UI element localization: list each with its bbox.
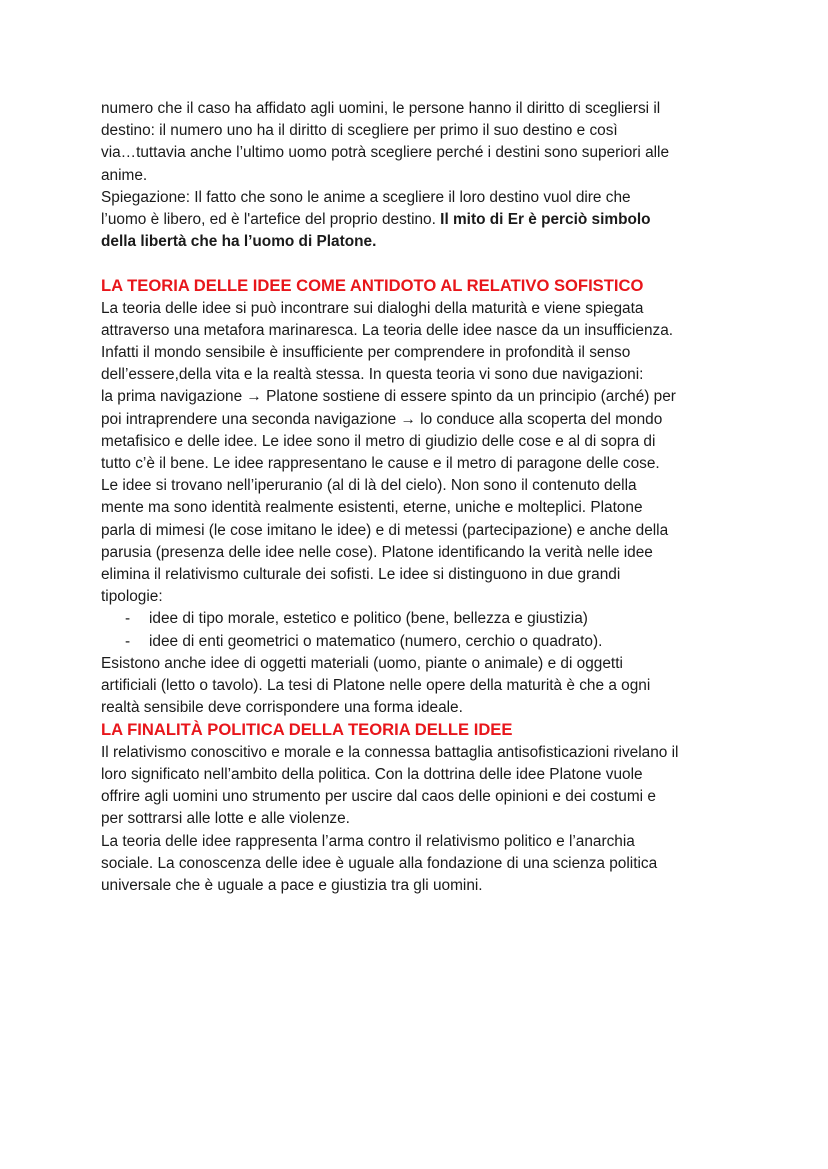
- text-line: per sottrarsi alle lotte e alle violenze.: [101, 810, 350, 828]
- text-line: sociale. La conoscenza delle idee è uguale alla fondazione di una scienza politica: [101, 854, 658, 872]
- text-line: elimina il relativismo culturale dei sofisti. Le idee si distinguono in due grandi: [101, 566, 621, 584]
- section-theory-of-ideas: [101, 275, 737, 719]
- text-bold: Il mito di Er è perciò simbolo: [440, 211, 651, 229]
- text-line: metafisico e delle idee. Le idee sono il metro di giudizio delle cose e al di sopra di: [101, 432, 656, 450]
- text-line: Esistono anche idee di oggetti materiali (uomo, piante o animale) e di oggetti: [101, 654, 623, 672]
- text-line: numero che il caso ha affidato agli uomini, le persone hanno il diritto di scegliersi il: [101, 100, 661, 117]
- document-page: [101, 98, 737, 897]
- text-line: la prima navigazione → Platone sostiene di essere spinto da un principio (arché) per: [101, 388, 676, 406]
- text-line: La teoria delle idee rappresenta l’arma contro il relativismo politico e l’anarchia: [101, 832, 635, 850]
- list-item-text: idee di tipo morale, estetico e politico (bene, bellezza e giustizia): [149, 610, 588, 628]
- text-line: tutto c’è il bene. Le idee rappresentano le cause e il metro di paragone delle cose.: [101, 455, 660, 473]
- text-line: attraverso una metafora marinaresca. La teoria delle idee nasce da un insufficienza.: [101, 321, 674, 339]
- text-line: parusia (presenza delle idee nelle cose). Platone identificando la verità nelle idee: [101, 543, 653, 561]
- text-line: parla di mimesi (le cose imitano le idee) e di metessi (partecipazione) e anche della: [101, 521, 669, 539]
- section-heading: LA TEORIA DELLE IDEE COME ANTIDOTO AL RELATIVO SOFISTICO: [101, 276, 644, 296]
- text-normal: l’uomo è libero, ed è l'artefice del proprio destino.: [101, 211, 441, 229]
- text-line: destino: il numero uno ha il diritto di scegliere per primo il suo destino e così: [101, 122, 618, 140]
- text-line: mente ma sono identità realmente esistenti, eterne, uniche e molteplici. Platone: [101, 499, 643, 517]
- list-item-text: idee di enti geometrici o matematico (numero, cerchio o quadrato).: [149, 632, 603, 650]
- text-line: offrire agli uomini uno strumento per uscire dal caos delle opinioni e dei costumi e: [101, 788, 656, 806]
- text-line: realtà sensibile deve corrispondere una forma ideale.: [101, 699, 463, 717]
- text-line: La teoria delle idee si può incontrare sui dialoghi della maturità e viene spiegata: [101, 299, 644, 317]
- intro-paragraph: [101, 98, 737, 253]
- text-line: dell’essere,della vita e la realtà stessa. In questa teoria vi sono due navigazioni:: [101, 366, 644, 384]
- text-line: via…tuttavia anche l’ultimo uomo potrà scegliere perché i destini sono superiori alle: [101, 144, 670, 162]
- section-political-purpose: [101, 719, 737, 897]
- text-line-bold: della libertà che ha l’uomo di Platone.: [101, 233, 377, 251]
- text-line: Le idee si trovano nell’iperuranio (al di là del cielo). Non sono il contenuto della: [101, 477, 637, 495]
- list-item: [101, 631, 737, 653]
- text-line: loro significato nell’ambito della politica. Con la dottrina delle idee Platone vuole: [101, 765, 643, 783]
- bullet-list: [101, 608, 737, 652]
- text-line: anime.: [101, 166, 148, 184]
- text-line: Il relativismo conoscitivo e morale e la connessa battaglia antisofisticazioni rivelano il: [101, 743, 679, 761]
- text-line: [101, 209, 737, 231]
- bullet-marker: -: [125, 632, 131, 650]
- text-line: artificiali (letto o tavolo). La tesi di Platone nelle opere della maturità è che a ogni: [101, 677, 651, 695]
- section-heading: LA FINALITÀ POLITICA DELLA TEORIA DELLE IDEE: [101, 720, 513, 740]
- text-line: Spiegazione: Il fatto che sono le anime a scegliere il loro destino vuol dire che: [101, 188, 631, 206]
- text-line: poi intraprendere una seconda navigazione → lo conduce alla scoperta del mondo: [101, 410, 663, 428]
- text-line: tipologie:: [101, 588, 163, 606]
- text-line: Infatti il mondo sensibile è insufficiente per comprendere in profondità il senso: [101, 344, 631, 362]
- bullet-marker: -: [125, 610, 131, 628]
- list-item: [101, 608, 737, 630]
- text-line: universale che è uguale a pace e giustizia tra gli uomini.: [101, 876, 483, 894]
